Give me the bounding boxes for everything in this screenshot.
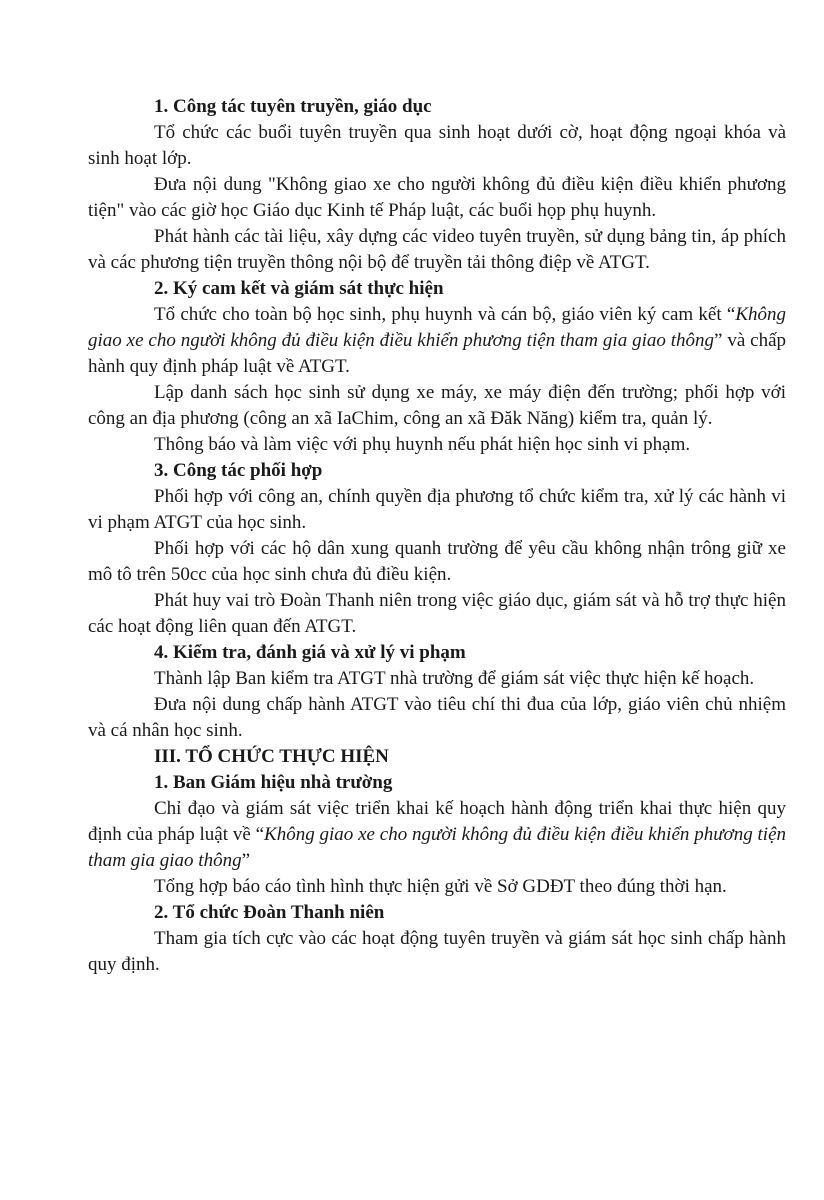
- paragraph-text: ” và chấp hành quy định pháp luật về ATGT.: [88, 330, 787, 377]
- paragraph: Tổ chức các buổi tuyên truyền qua sinh hoạt dưới cờ, hoạt động ngoại khóa và sinh hoạt lớp.: [88, 122, 786, 169]
- paragraph: Phối hợp với công an, chính quyền địa phương tổ chức kiểm tra, xử lý các hành vi vi phạm ATGT của học sinh.: [88, 486, 786, 533]
- paragraph-text: Chỉ đạo và giám sát việc triển khai kế hoạch hành động triển khai thực hiện quy định của pháp luật về “: [88, 798, 786, 845]
- paragraph: Phối hợp với các hộ dân xung quanh trường để yêu cầu không nhận trông giữ xe mô tô trên 50cc của học sinh chưa đủ điều kiện.: [88, 538, 786, 585]
- paragraph-text: ”: [241, 850, 251, 871]
- paragraph: Thông báo và làm việc với phụ huynh nếu phát hiện học sinh vi phạm.: [154, 434, 691, 455]
- section-heading: 1. Công tác tuyên truyền, giáo dục: [154, 96, 432, 117]
- section-heading: 3. Công tác phối hợp: [154, 460, 323, 481]
- document-body: [88, 94, 786, 978]
- section-heading: 1. Ban Giám hiệu nhà trường: [154, 772, 393, 793]
- paragraph: Tổng hợp báo cáo tình hình thực hiện gửi về Sở GDĐT theo đúng thời hạn.: [154, 876, 727, 897]
- paragraph: Lập danh sách học sinh sử dụng xe máy, xe máy điện đến trường; phối hợp với công an địa phương (công an xã IaChim, công an xã Đăk Năng) kiểm tra, quản lý.: [88, 382, 786, 429]
- paragraph: Thành lập Ban kiểm tra ATGT nhà trường để giám sát việc thực hiện kế hoạch.: [154, 668, 755, 689]
- paragraph: Phát hành các tài liệu, xây dựng các video tuyên truyền, sử dụng bảng tin, áp phích và các phương tiện truyền thông nội bộ để truyền tải thông điệp về ATGT.: [88, 226, 786, 273]
- section-heading: 4. Kiểm tra, đánh giá và xử lý vi phạm: [154, 642, 466, 663]
- paragraph: Phát huy vai trò Đoàn Thanh niên trong việc giáo dục, giám sát và hỗ trợ thực hiện các hoạt động liên quan đến ATGT.: [88, 590, 786, 637]
- paragraph: [88, 302, 786, 380]
- italic-quote: Không giao xe cho người không đủ điều kiện điều khiển phương tiện tham gia giao thông: [88, 304, 786, 351]
- paragraph: Tham gia tích cực vào các hoạt động tuyên truyền và giám sát học sinh chấp hành quy định.: [88, 928, 786, 975]
- paragraph: Đưa nội dung chấp hành ATGT vào tiêu chí thi đua của lớp, giáo viên chủ nhiệm và cá nhân học sinh.: [88, 694, 786, 741]
- paragraph: [88, 796, 786, 874]
- paragraph: Đưa nội dung "Không giao xe cho người không đủ điều kiện điều khiển phương tiện" vào các giờ học Giáo dục Kinh tế Pháp luật, các buổi họp phụ huynh.: [88, 174, 786, 221]
- italic-quote: Không giao xe cho người không đủ điều kiện điều khiển phương tiện tham gia giao thông: [88, 824, 786, 871]
- section-heading: 2. Ký cam kết và giám sát thực hiện: [154, 278, 444, 299]
- paragraph-text: Tổ chức cho toàn bộ học sinh, phụ huynh và cán bộ, giáo viên ký cam kết “: [154, 304, 736, 325]
- section-heading: 2. Tổ chức Đoàn Thanh niên: [154, 902, 385, 923]
- part-heading: III. TỔ CHỨC THỰC HIỆN: [154, 746, 389, 767]
